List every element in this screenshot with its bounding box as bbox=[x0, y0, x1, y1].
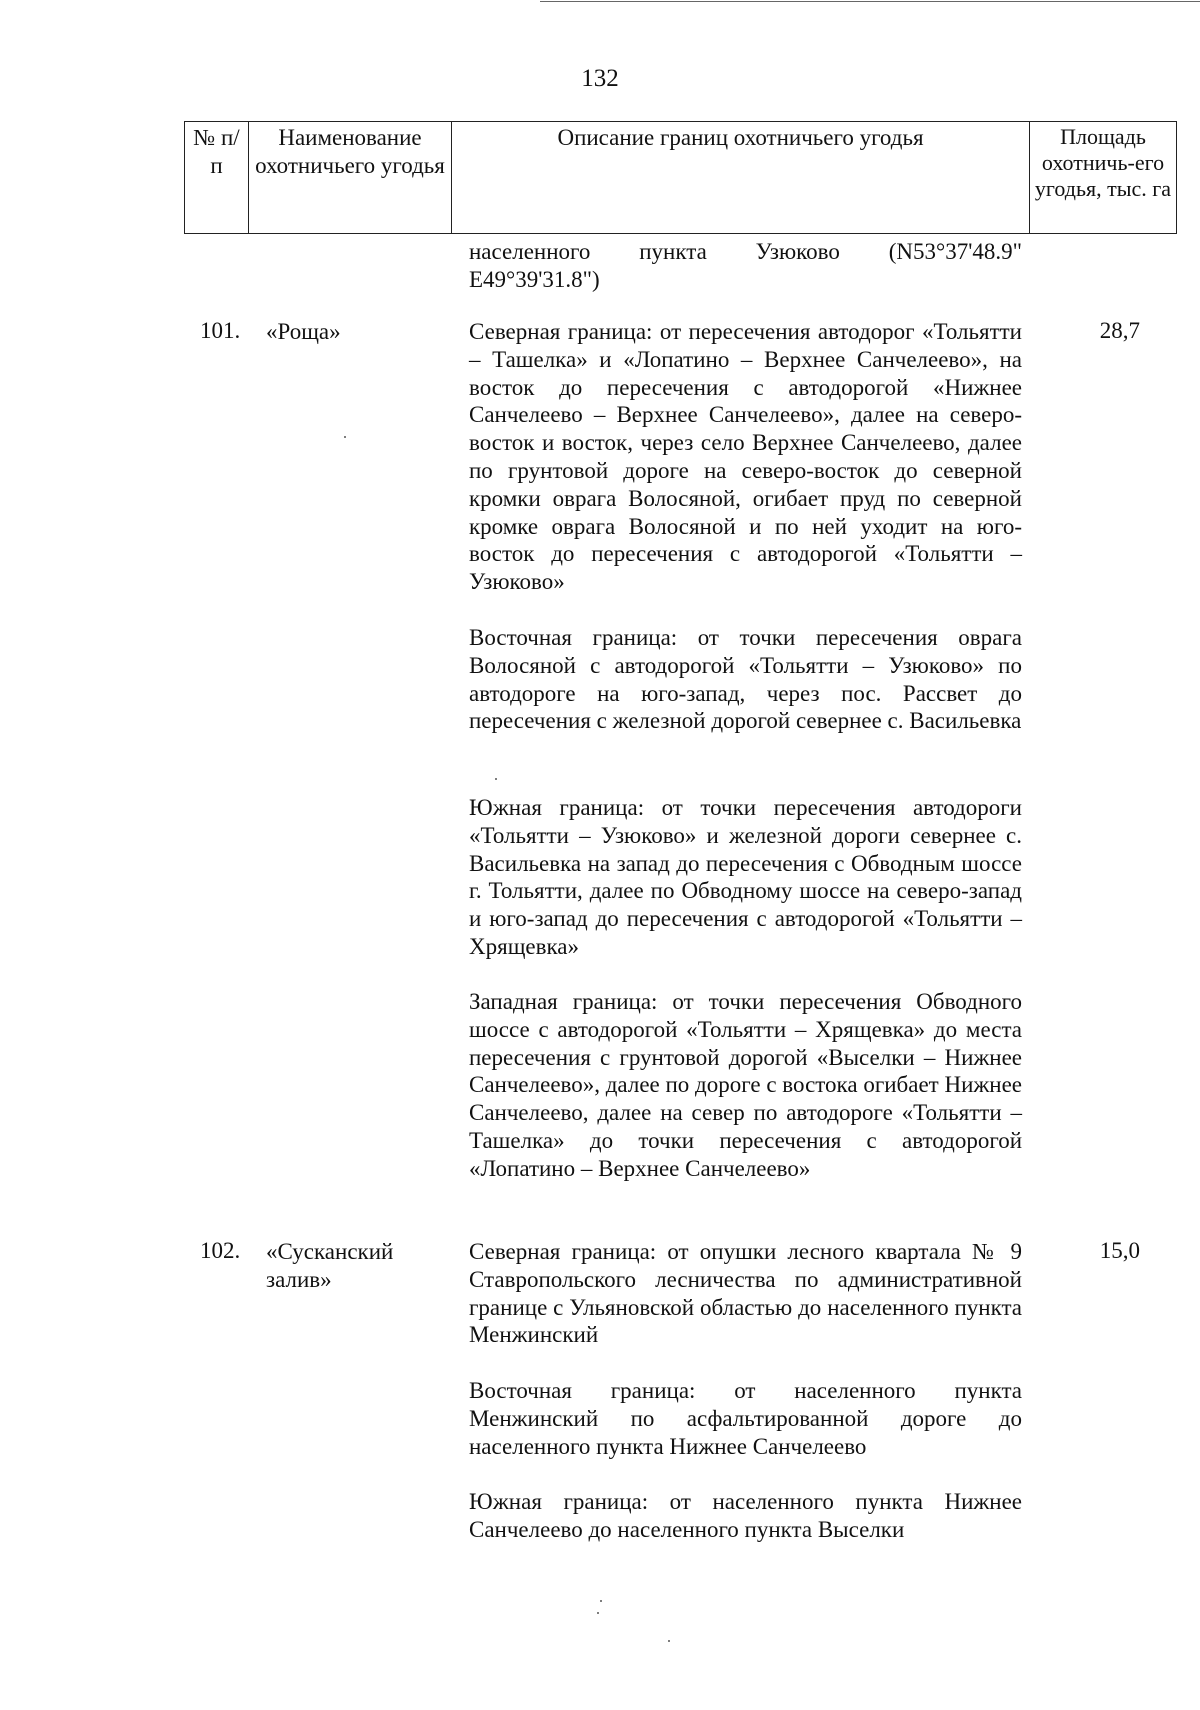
header-name-column: Наименование охотничьего угодья bbox=[249, 122, 452, 234]
top-border-line bbox=[540, 1, 1200, 2]
continuation-text: населенного пункта Узюково (N53°37'48.9" E49°39'31.8") bbox=[469, 239, 1022, 292]
scan-speck bbox=[597, 1612, 599, 1614]
north-boundary: Северная граница: от опушки лесного квартала № 9 Ставропольского лесничества по административной границе с Ульяновской областью до населенного пункта Менжинский bbox=[469, 1239, 1022, 1348]
header-number-column: № п/п bbox=[185, 122, 249, 234]
entry-name: «Роща» bbox=[266, 319, 341, 344]
scan-speck bbox=[600, 1600, 602, 1602]
header-description-column: Описание границ охотничьего угодья bbox=[452, 122, 1030, 234]
entry-area: 28,7 bbox=[1099, 318, 1140, 343]
north-boundary: Северная граница: от пересечения автодорог «Тольятти – Ташелка» и «Лопатино – Верхнее Санчелеево», на восток до пересечения с автодорогой «Нижнее Санчелеево – Верхнее Санчелеево», далее на северо-восток и восток, через село Верхнее Санчелеево, далее по грунтовой дороге на северо-восток до северной кромки оврага Волосяной, огибает пруд по северной кромке оврага Волосяной и по ней уходит на юго-восток до пересечения с автодорогой «Тольятти – Узюково» bbox=[469, 319, 1022, 595]
east-boundary: Восточная граница: от населенного пункта Менжинский по асфальтированной дороге до населенного пункта Нижнее Санчелеево bbox=[469, 1378, 1022, 1459]
entry-number: 101. bbox=[200, 318, 241, 343]
scan-speck bbox=[668, 1640, 670, 1642]
entry-area: 15,0 bbox=[1099, 1238, 1140, 1263]
scan-speck bbox=[495, 778, 497, 780]
page-number: 132 bbox=[581, 65, 619, 92]
west-boundary: Западная граница: от точки пересечения Обводного шоссе с автодорогой «Тольятти – Хрящевка» до места пересечения с грунтовой дорогой «Выселки – Нижнее Санчелеево», далее по дороге с востока огибает Нижнее Санчелеево, далее на север по автодороге «Тольятти – Ташелка» до точки пересечения с автодорогой «Лопатино – Верхнее Санчелеево» bbox=[469, 989, 1023, 1181]
east-boundary: Восточная граница: от точки пересечения оврага Волосяной с автодорогой «Тольятти – Узюково» по автодороге на юго-запад, через пос. Рассвет до пересечения с железной дорогой севернее с. Васильевка bbox=[469, 625, 1022, 734]
south-boundary: Южная граница: от населенного пункта Нижнее Санчелеево до населенного пункта Выселки bbox=[469, 1489, 1022, 1542]
entry-name: «Сусканский залив» bbox=[266, 1239, 394, 1292]
scan-speck bbox=[344, 436, 346, 438]
entry-number: 102. bbox=[200, 1238, 241, 1263]
header-area-column: Площадь охотничь-его угодья, тыс. га bbox=[1030, 122, 1177, 234]
south-boundary: Южная граница: от точки пересечения автодороги «Тольятти – Узюково» и железной дороги севернее с. Васильевка на запад до пересечения с Обводным шоссе г. Тольятти, далее по Обводному шоссе на северо-запад и юго-запад до пересечения с автодорогой «Тольятти – Хрящевка» bbox=[469, 795, 1022, 959]
table-header bbox=[184, 121, 1177, 234]
